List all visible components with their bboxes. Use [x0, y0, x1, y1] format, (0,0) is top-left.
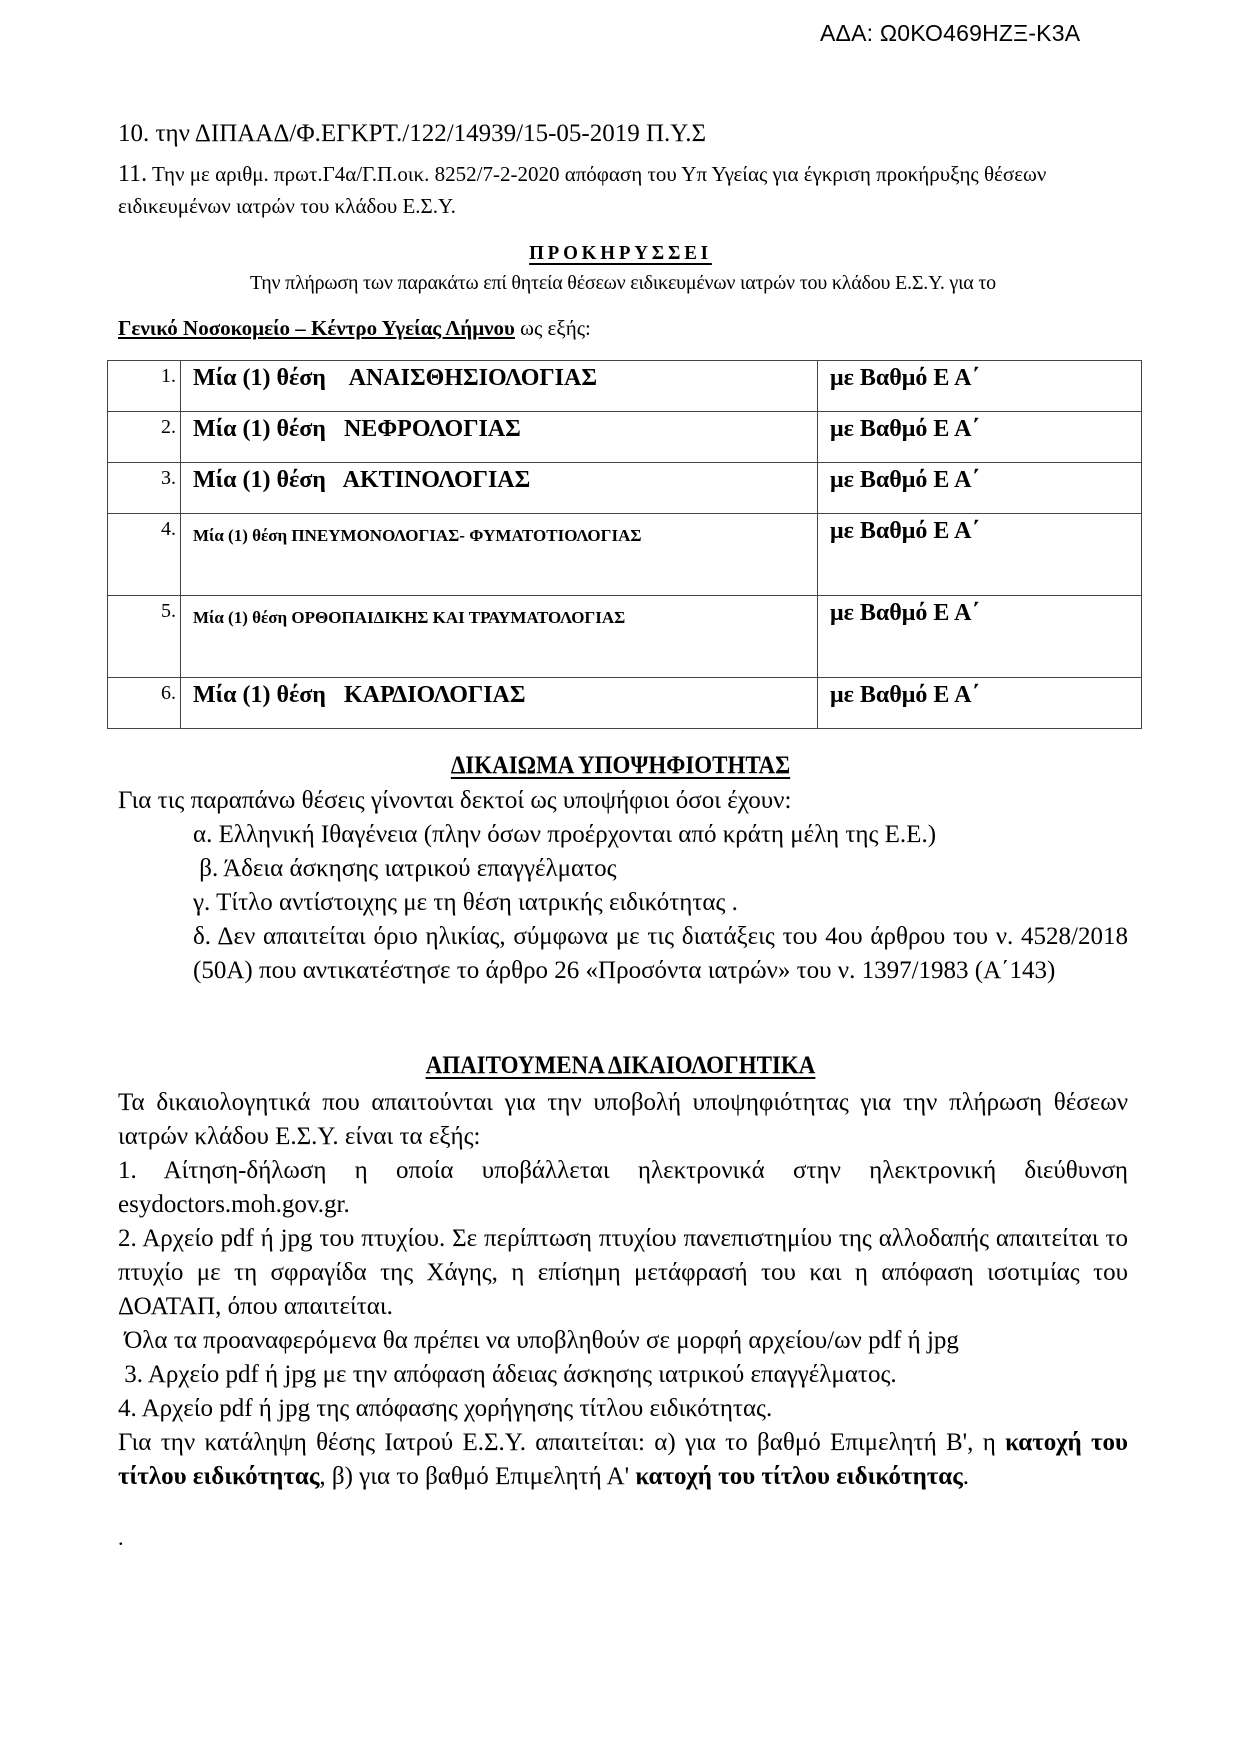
reference-item-11-number: 11. [118, 161, 148, 187]
final-text-1: Για την κατάληψη θέσης Ιατρού Ε.Σ.Υ. απαιτείται: α) για το βαθμό Επιμελητή Β', η [118, 1429, 1006, 1456]
table-row [108, 514, 1142, 596]
eligibility-item: δ. Δεν απαιτείται όριο ηλικίας, σύμφωνα με τις διατάξεις του 4ου άρθρου του ν. 4528/2018 (50Α) που αντικατέστησε το άρθρο 26 «Προσόντα ιατρών» του ν. 1397/1983 (Α΄143) [193, 923, 1128, 984]
position-index: 1. [108, 361, 181, 412]
position-name: Μία (1) θέση ΑΝΑΙΣΘΗΣΙΟΛΟΓΙΑΣ [181, 361, 818, 412]
position-name: Μία (1) θέση ΚΑΡΔΙΟΛΟΓΙΑΣ [181, 678, 818, 729]
position-grade: με Βαθμό Ε Α΄ [818, 514, 1142, 596]
documents-title: ΑΠΑΙΤΟΥΜΕΝΑ ΔΙΚΑΙΟΛΟΓΗΤΙΚΑ [425, 1052, 816, 1079]
position-grade: με Βαθμό Ε Α΄ [818, 463, 1142, 514]
position-name: Μία (1) θέση ΑΚΤΙΝΟΛΟΓΙΑΣ [181, 463, 818, 514]
table-row [108, 596, 1142, 678]
table-row [108, 463, 1142, 514]
position-index: 3. [108, 463, 181, 514]
documents-final [118, 1426, 1128, 1494]
position-grade: με Βαθμό Ε Α΄ [818, 678, 1142, 729]
trailing-dot: . [118, 1525, 124, 1550]
position-name: Μία (1) θέση ΟΡΘΟΠΑΙΔΙΚΗΣ ΚΑΙ ΤΡΑΥΜΑΤΟΛΟΓΙΑΣ [181, 596, 818, 678]
position-name: Μία (1) θέση ΠΝΕΥΜΟΝΟΛΟΓΙΑΣ- ΦΥΜΑΤΟΤΙΟΛΟΓΙΑΣ [181, 514, 818, 596]
eligibility-item: γ. Τίτλο αντίστοιχης με τη θέση ιατρικής ειδικότητας . [193, 889, 738, 916]
announcement-title: ΠΡΟΚΗΡΥΣΣΕΙ [529, 242, 712, 264]
documents-intro: Τα δικαιολογητικά που απαιτούνται για την υποβολή υποψηφιότητας για την πλήρωση θέσεων ιατρών κλάδου Ε.Σ.Υ. είναι τα εξής: [118, 1089, 1128, 1150]
documents-item-2: 2. Αρχείο pdf ή jpg του πτυχίου. Σε περίπτωση πτυχίου πανεπιστημίου της αλλοδαπής απαιτείται το πτυχίο με τη σφραγίδα της Χάγης, η επίσημη μετάφρασή του και η απόφαση ισοτιμίας του ΔΟΑΤΑΠ, όπου απαιτείται. [118, 1225, 1128, 1320]
positions-table [107, 360, 1142, 729]
table-row [108, 361, 1142, 412]
table-row [108, 412, 1142, 463]
position-index: 2. [108, 412, 181, 463]
documents-note: Όλα τα προαναφερόμενα θα πρέπει να υποβληθούν σε μορφή αρχείου/ων pdf ή jpg [118, 1327, 959, 1354]
final-bold-1: κατοχή του τίτλου ειδικότητας [118, 1429, 1128, 1490]
ada-code: ΑΔΑ: Ω0ΚΟ469ΗΖΞ-Κ3Α [820, 20, 1081, 46]
reference-item-11-text: Την με αριθμ. πρωτ.Γ4α/Γ.Π.οικ. 8252/7-2-2020 απόφαση του Υπ Υγείας για έγκριση προκήρυξης θέσεων ειδικευμένων ιατρών του κλάδου Ε.Σ.Υ. [118, 162, 1047, 218]
position-grade: με Βαθμό Ε Α΄ [818, 361, 1142, 412]
position-index: 5. [108, 596, 181, 678]
eligibility-item: α. Ελληνική Ιθαγένεια (πλην όσων προέρχονται από κράτη μέλη της Ε.Ε.) [193, 821, 937, 848]
final-text-3: . [962, 1463, 970, 1490]
hospital-name: Γενικό Νοσοκομείο – Κέντρο Υγείας Λήμνου [118, 316, 515, 340]
eligibility-item: β. Άδεια άσκησης ιατρικού επαγγέλματος [193, 855, 617, 882]
hospital-line [118, 316, 591, 341]
documents-item-1: 1. Αίτηση-δήλωση η οποία υποβάλλεται ηλεκτρονικά στην ηλεκτρονική διεύθυνση esydoctors.moh.gov.gr. [118, 1157, 1128, 1218]
announcement-intro: Την πλήρωση των παρακάτω επί θητεία θέσεων ειδικευμένων ιατρών του κλάδου Ε.Σ.Υ. για το [250, 272, 996, 294]
position-name: Μία (1) θέση ΝΕΦΡΟΛΟΓΙΑΣ [181, 412, 818, 463]
hospital-suffix: ως εξής: [514, 316, 591, 340]
position-grade: με Βαθμό Ε Α΄ [818, 596, 1142, 678]
eligibility-title: ΔΙΚΑΙΩΜΑ ΥΠΟΨΗΦΙΟΤΗΤΑΣ [450, 752, 791, 779]
documents-item-4: 4. Αρχείο pdf ή jpg της απόφασης χορήγησης τίτλου ειδικότητας. [118, 1395, 773, 1422]
eligibility-intro: Για τις παραπάνω θέσεις γίνονται δεκτοί ως υποψήφιοι όσοι έχουν: [118, 787, 792, 814]
final-text-2: , β) για το βαθμό Επιμελητή Α' [319, 1463, 636, 1490]
position-index: 4. [108, 514, 181, 596]
documents-item-3: 3. Αρχείο pdf ή jpg με την απόφαση άδειας άσκησης ιατρικού επαγγέλματος. [118, 1361, 897, 1388]
reference-item-11 [118, 158, 1058, 222]
position-index: 6. [108, 678, 181, 729]
table-row [108, 678, 1142, 729]
final-bold-2: κατοχή του τίτλου ειδικότητας [635, 1463, 963, 1490]
reference-item-10: 10. την ΔΙΠΑΑΔ/Φ.ΕΓΚΡΤ./122/14939/15-05-2019 Π.Υ.Σ [118, 120, 707, 147]
position-grade: με Βαθμό Ε Α΄ [818, 412, 1142, 463]
